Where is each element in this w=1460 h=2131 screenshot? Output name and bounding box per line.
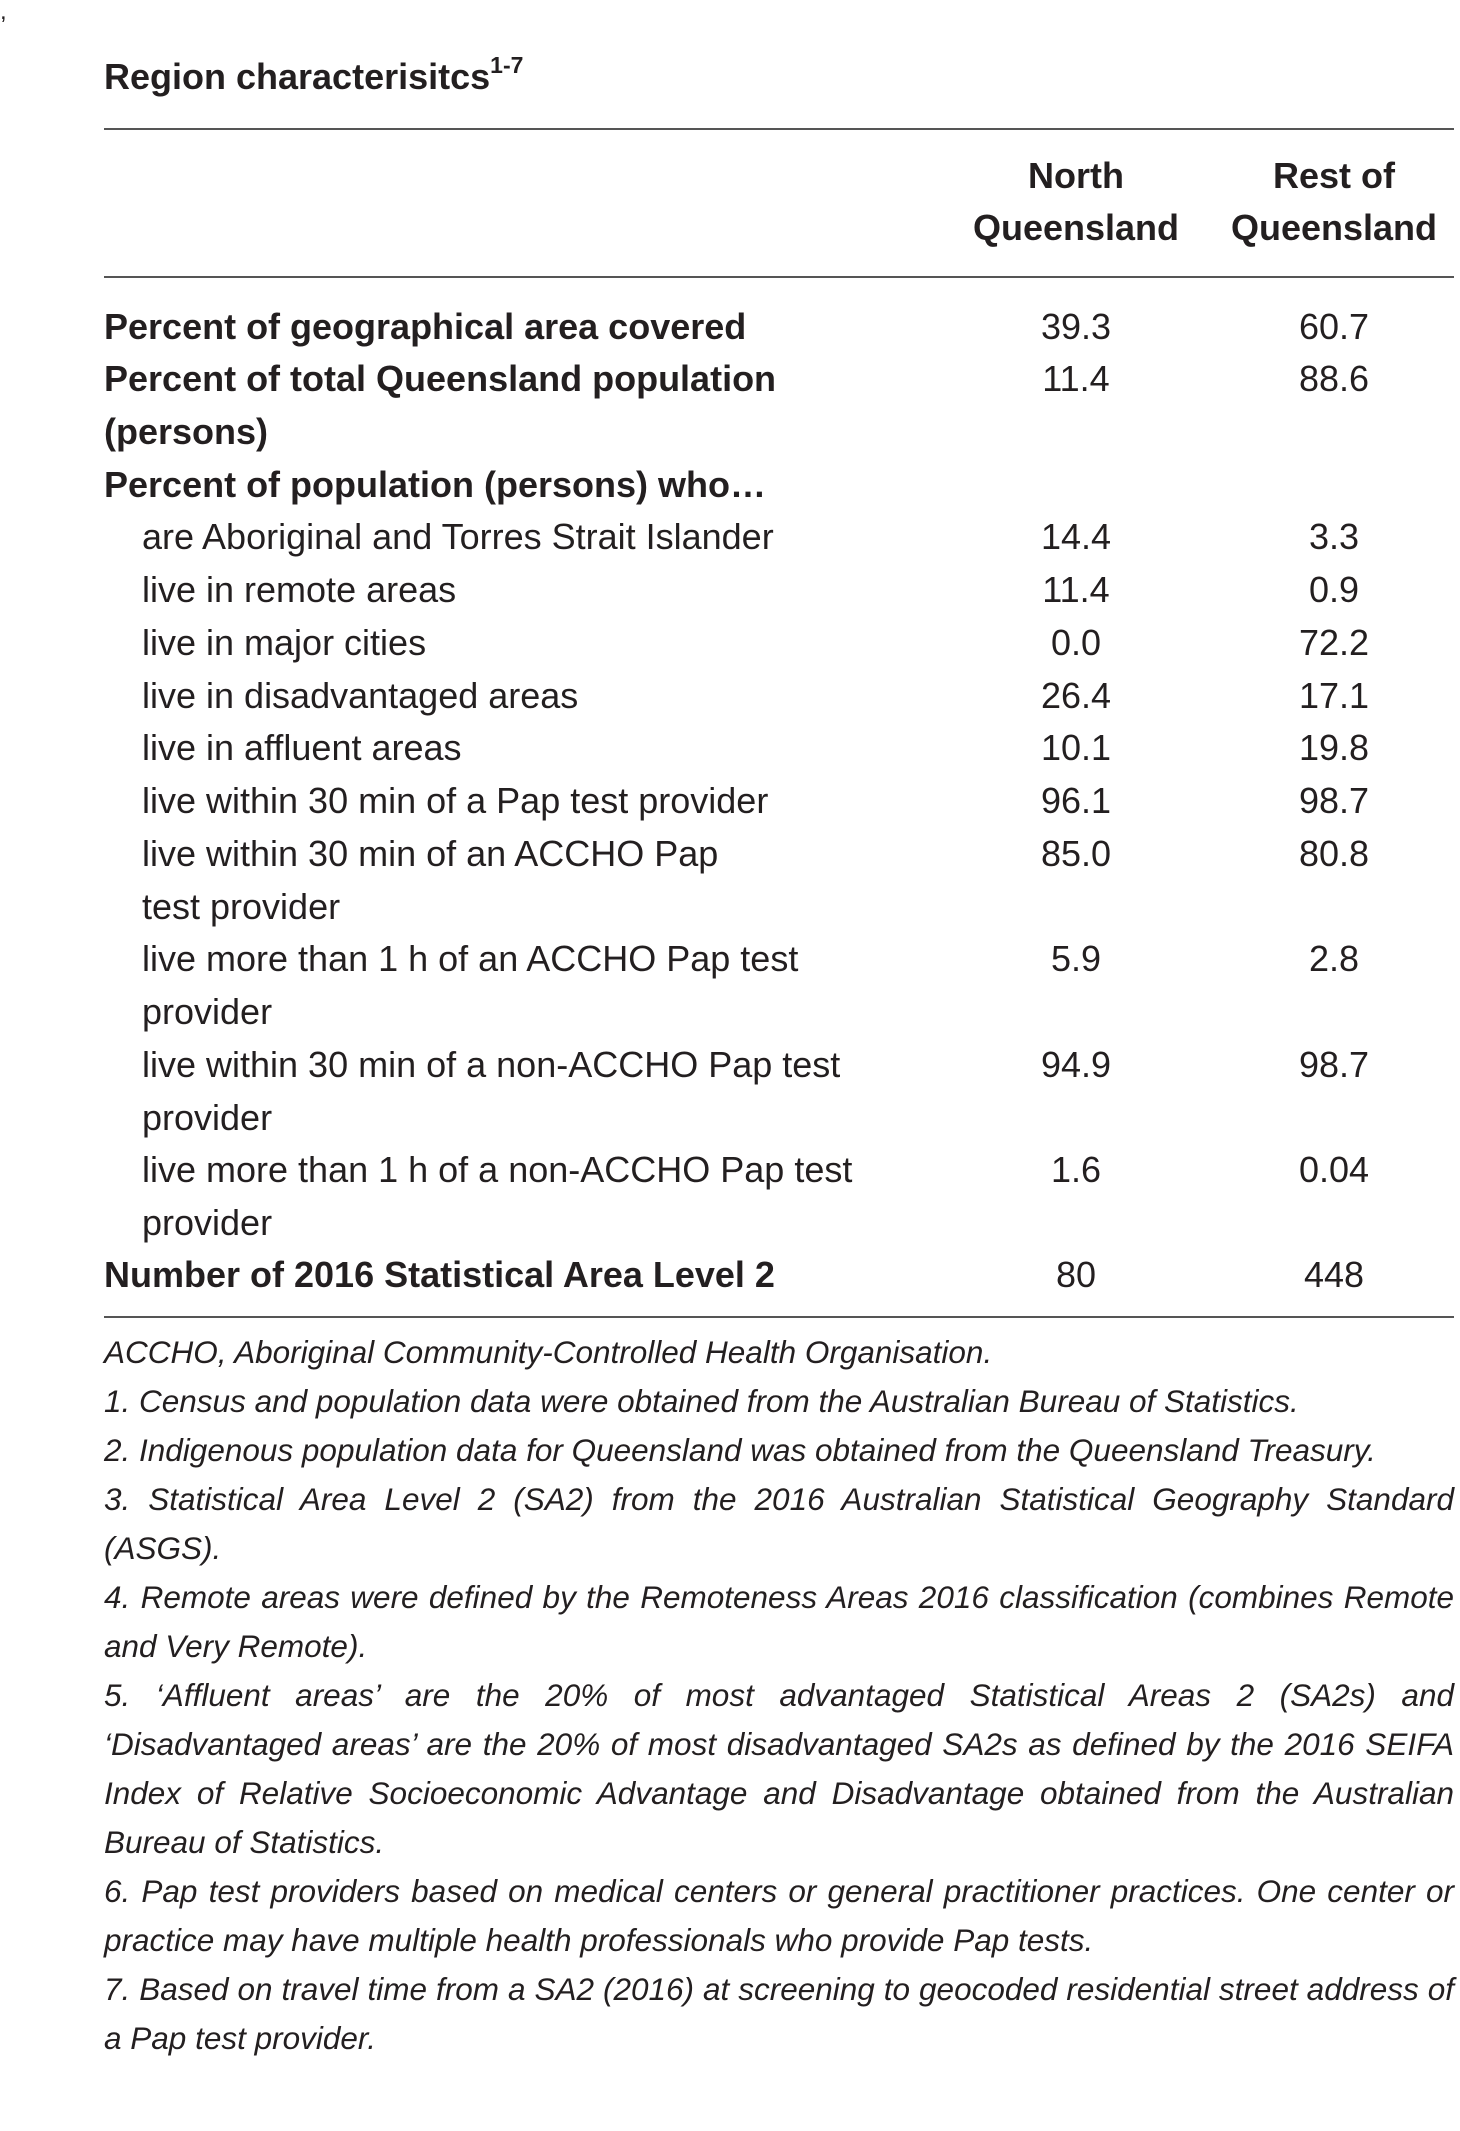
north-queensland-value: 80 (1055, 1254, 1097, 1295)
rest-of-queensland-value: 80.8 (1298, 833, 1370, 874)
table-footnotes (104, 1328, 1454, 2063)
north-queensland-value: 85.0 (1040, 833, 1112, 874)
rest-of-queensland-value: 72.2 (1298, 622, 1370, 663)
bottom-rule (104, 1316, 1454, 1318)
column-header-north-line1: North (1028, 155, 1124, 196)
row-label: live within 30 min of a non-ACCHO Pap test provider (142, 1044, 841, 1138)
rest-of-queensland-value: 88.6 (1298, 358, 1370, 399)
row-label: live within 30 min of a Pap test provider (142, 780, 769, 821)
row-label: live within 30 min of an ACCHO Pap test provider (142, 833, 719, 927)
row-label: Percent of geographical area covered (104, 306, 747, 347)
row-label: Percent of total Queensland population (persons) (104, 358, 777, 452)
column-header-rest-line2: Queensland (1230, 207, 1438, 248)
caption-text: Region characterisitcs (104, 56, 491, 97)
caption-superscript: 1-7 (490, 52, 524, 78)
row-label: live in major cities (142, 622, 427, 663)
footnote: 4. Remote areas were defined by the Remoteness Areas 2016 classification (combines Remote and Very Remote). (104, 1579, 1454, 1664)
north-queensland-value: 94.9 (1040, 1044, 1112, 1085)
rest-of-queensland-value: 448 (1303, 1254, 1365, 1295)
rest-of-queensland-value: 0.04 (1298, 1149, 1370, 1190)
footnote: 5. ‘Affluent areas’ are the 20% of most advantaged Statistical Areas 2 (SA2s) and ‘Disadvantaged areas’ are the 20% of most disadvantaged SA2s as defined by the 2016 SEIFA Index of Relative Socioeconomic Advantage and Disadvantage obtained from the Australian Bureau of Statistics. (104, 1677, 1454, 1860)
rest-of-queensland-value: 2.8 (1308, 938, 1360, 979)
row-label: live in disadvantaged areas (142, 675, 579, 716)
footnote: 2. Indigenous population data for Queensland was obtained from the Queensland Treasury. (104, 1432, 1376, 1468)
row-label: live more than 1 h of a non-ACCHO Pap test provider (142, 1149, 853, 1243)
column-header-rest-line1: Rest of (1272, 155, 1395, 196)
footnote: 7. Based on travel time from a SA2 (2016) at screening to geocoded residential street address of a Pap test provider. (104, 1971, 1454, 2056)
rest-of-queensland-value: 0.9 (1308, 569, 1360, 610)
column-header-north (956, 150, 1196, 254)
stray-mark: , (0, 0, 7, 25)
north-queensland-value: 0.0 (1050, 622, 1102, 663)
footnote: ACCHO, Aboriginal Community-Controlled Health Organisation. (104, 1334, 993, 1370)
rest-of-queensland-value: 98.7 (1298, 780, 1370, 821)
row-label: Percent of population (persons) who… (104, 464, 767, 505)
row-label: live more than 1 h of an ACCHO Pap test provider (142, 938, 799, 1032)
table-caption (104, 52, 524, 98)
footnote: 1. Census and population data were obtained from the Australian Bureau of Statistics. (104, 1383, 1299, 1419)
row-label: are Aboriginal and Torres Strait Islander (142, 516, 774, 557)
rest-of-queensland-value: 19.8 (1298, 727, 1370, 768)
row-label: Number of 2016 Statistical Area Level 2 (104, 1254, 775, 1295)
footnote: 3. Statistical Area Level 2 (SA2) from the 2016 Australian Statistical Geography Standard (ASGS). (104, 1481, 1454, 1566)
row-label: live in affluent areas (142, 727, 462, 768)
column-header-rest (1214, 150, 1454, 254)
north-queensland-value: 1.6 (1050, 1149, 1102, 1190)
north-queensland-value: 10.1 (1040, 727, 1112, 768)
north-queensland-value: 11.4 (1042, 358, 1110, 399)
north-queensland-value: 96.1 (1040, 780, 1112, 821)
north-queensland-value: 5.9 (1050, 938, 1102, 979)
north-queensland-value: 39.3 (1040, 306, 1112, 347)
north-queensland-value: 14.4 (1040, 516, 1112, 557)
rest-of-queensland-value: 3.3 (1308, 516, 1360, 557)
rest-of-queensland-value: 17.1 (1298, 675, 1370, 716)
rest-of-queensland-value: 98.7 (1298, 1044, 1370, 1085)
header-rule (104, 276, 1454, 278)
top-rule (104, 128, 1454, 130)
rest-of-queensland-value: 60.7 (1298, 306, 1370, 347)
column-header-north-line2: Queensland (972, 207, 1180, 248)
row-label: live in remote areas (142, 569, 457, 610)
footnote: 6. Pap test providers based on medical centers or general practitioner practices. One center or practice may have multiple health professionals who provide Pap tests. (104, 1873, 1454, 1958)
north-queensland-value: 11.4 (1042, 569, 1110, 610)
north-queensland-value: 26.4 (1040, 675, 1112, 716)
